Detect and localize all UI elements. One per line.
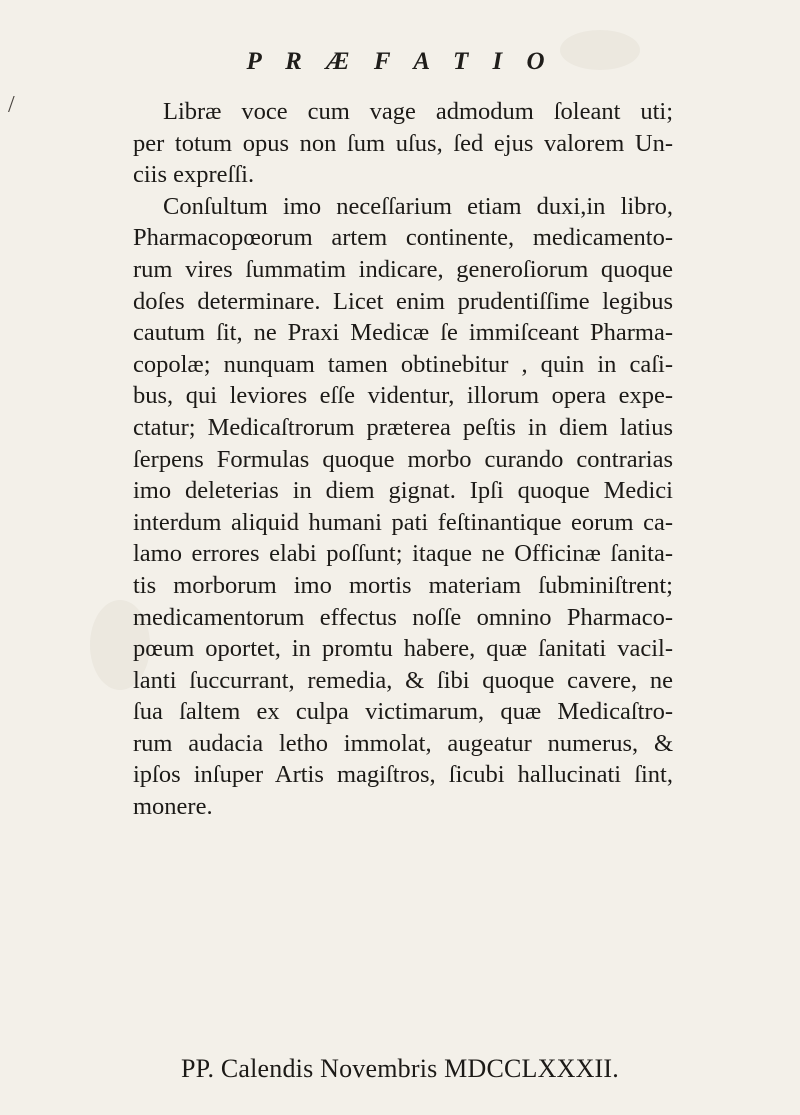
text-line: copolæ; nunquam tamen obtinebitur , quin in caſi- [133, 350, 673, 378]
text-line: lamo errores elabi poſſunt; itaque ne Officinæ ſanita- [133, 540, 673, 568]
margin-mark: / [8, 92, 15, 118]
text-line: ciis expreſſi. [133, 161, 255, 189]
body-text [133, 96, 673, 823]
text-line: rum vires ſummatim indicare, generoſiorum quoque [133, 255, 673, 283]
text-line: Libræ voce cum vage admodum ſoleant uti; [163, 98, 673, 125]
text-line: monere. [133, 793, 213, 821]
text-line: imo deleterias in diem gignat. Ipſi quoque Medici [133, 477, 673, 505]
text-line: Conſultum imo neceſſarium etiam duxi,in libro, [163, 192, 673, 220]
text-line: bus, qui leviores eſſe videntur, illorum opera expe- [133, 382, 673, 410]
text-line: lanti ſuccurrant, remedia, & ſibi quoque cavere, ne [133, 666, 673, 694]
text-line: per totum opus non ſum uſus, ſed ejus valorem Un- [133, 129, 673, 157]
text-line: ctatur; Medicaſtrorum præterea peſtis in diem latius [133, 413, 673, 441]
text-line: pœum oportet, in promtu habere, quæ ſanitati vacil- [133, 635, 673, 663]
text-line: interdum aliquid humani pati feſtinantique eorum ca- [133, 508, 673, 536]
text-line: Pharmacopœorum artem continente, medicamento- [133, 224, 673, 252]
text-line: rum audacia letho immolat, augeatur numerus, & [133, 729, 673, 757]
text-line: tis morborum imo mortis materiam ſubminiſtrent; [133, 571, 673, 599]
text-line: ſerpens Formulas quoque morbo curando contrarias [133, 445, 673, 473]
text-line: ſua ſaltem ex culpa victimarum, quæ Medicaſtro- [133, 698, 673, 726]
text-line: doſes determinare. Licet enim prudentiſſime legibus [133, 287, 673, 315]
text-line: medicamentorum effectus noſſe omnino Pharmaco- [133, 603, 673, 631]
text-line: cautum ſit, ne Praxi Medicæ ſe immiſceant Pharma- [133, 319, 673, 347]
dateline: PP. Calendis Novembris MDCCLXXXII. [181, 1054, 619, 1083]
running-head: P R Æ F A T I O [246, 48, 554, 75]
text-line: ipſos inſuper Artis magiſtros, ſicubi hallucinati ſint, [133, 761, 673, 789]
